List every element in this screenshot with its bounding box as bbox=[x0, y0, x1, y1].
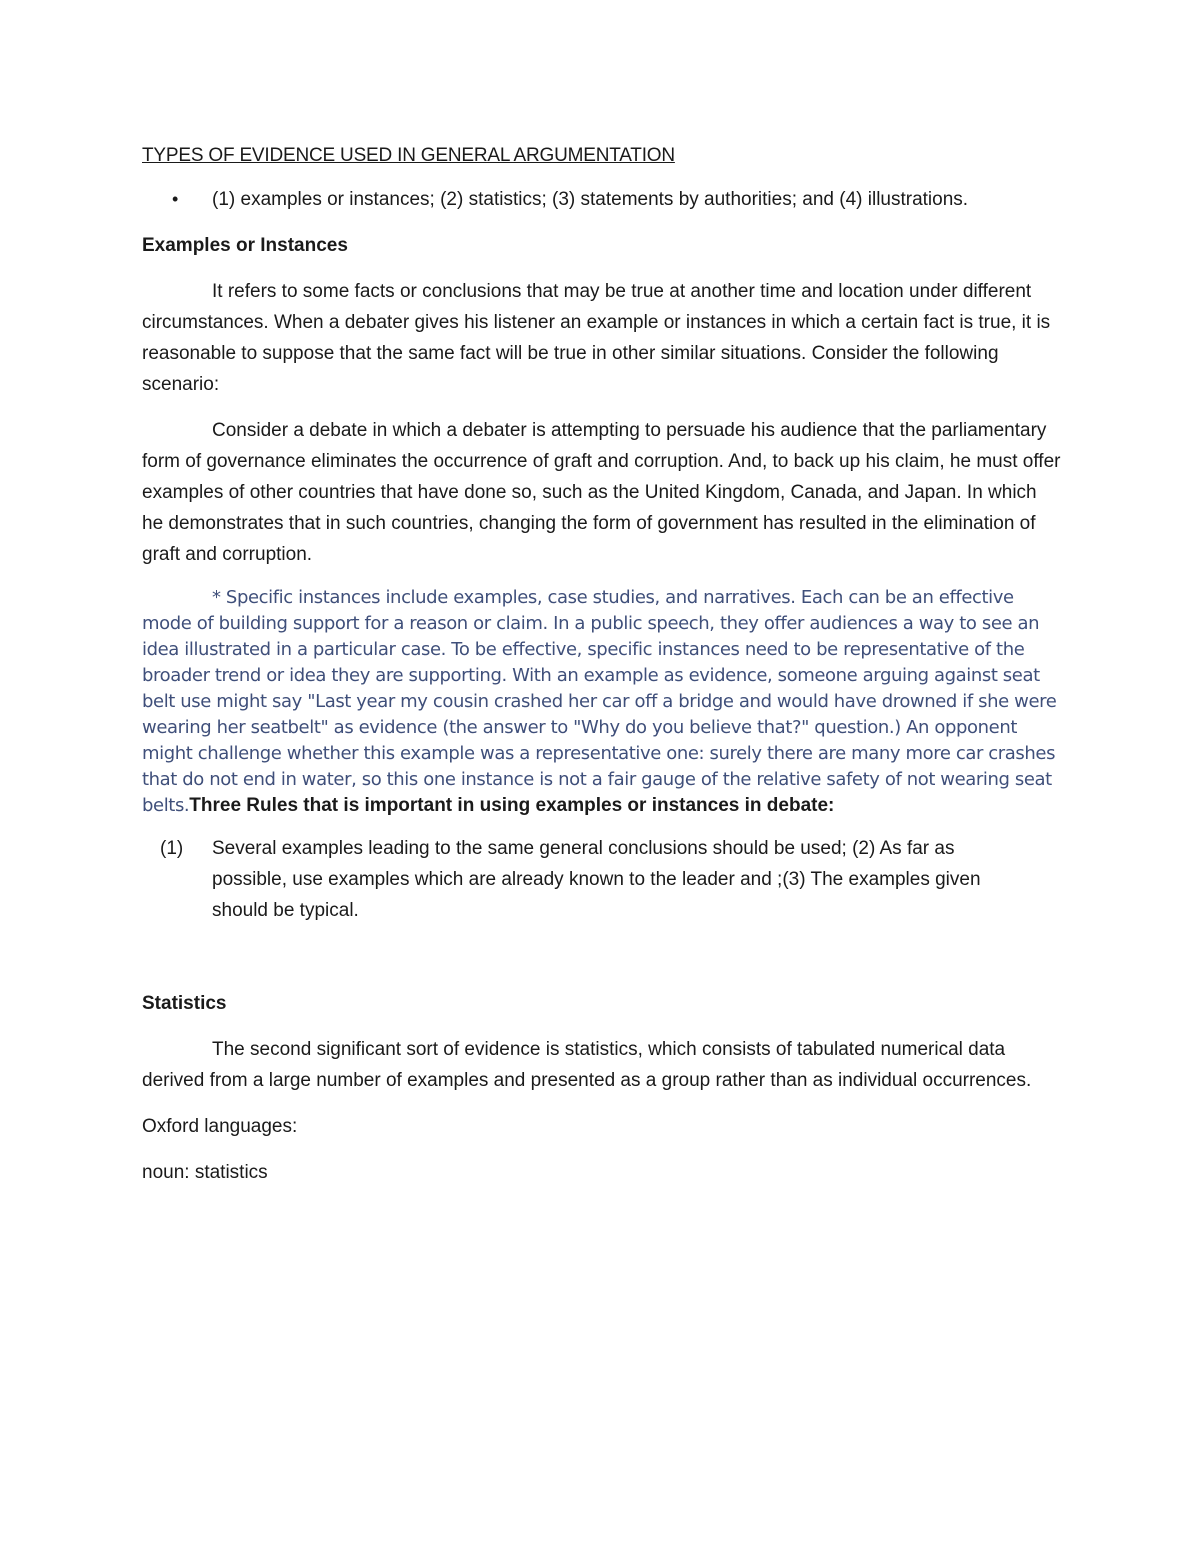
statistics-paragraph: The second significant sort of evidence is statistics, which consists of tabulated numerical data derived from a large number of examples and presented as a group rather than as individual occurrences. bbox=[142, 1039, 1032, 1091]
statistics-definition-line: noun: statistics bbox=[142, 1162, 268, 1183]
examples-paragraph-2: Consider a debate in which a debater is attempting to persuade his audience that the parliamentary form of governance eliminates the occurrence of graft and corruption. And, to back up his claim, he must offer examples of other countries that have done so, such as the United Kingdom, Canada, and Japan. In which he demonstrates that in such countries, changing the form of government has resulted in the elimination of graft and corruption. bbox=[142, 420, 1061, 565]
note-text: * Specific instances include examples, case studies, and narratives. Each can be an effective mode of building support for a reason or claim. In a public speech, they offer audiences a way to see an idea illustrated in a particular case. To be effective, specific instances need to be representative of the broader trend or idea they are supporting. With an example as evidence, someone arguing against seat belt use might say "Last year my cousin crashed her car off a bridge and would have drowned if she were wearing her seatbelt" as evidence (the answer to "Why do you believe that?" question.) An opponent might challenge whether this example was a representative one: surely there are many more car crashes that do not end in water, so this one instance is not a fair gauge of the relative safety of not wearing seat belts. bbox=[142, 587, 1057, 816]
examples-heading: Examples or Instances bbox=[142, 235, 348, 256]
document-title: TYPES OF EVIDENCE USED IN GENERAL ARGUMENTATION bbox=[142, 145, 675, 166]
statistics-heading: Statistics bbox=[142, 993, 227, 1014]
bullet-list-item bbox=[142, 184, 1062, 215]
examples-paragraph-1: It refers to some facts or conclusions that may be true at another time and location under different circumstances. When a debater gives his listener an example or instances in which a certain fact is true, it is reasonable to suppose that the same fact will be true in other similar situations. Consider the following scenario: bbox=[142, 281, 1051, 395]
oxford-languages-label: Oxford languages: bbox=[142, 1116, 298, 1137]
evidence-types-list: (1) examples or instances; (2) statistics; (3) statements by authorities; and (4) illustrations. bbox=[212, 189, 969, 210]
bullet-icon: • bbox=[172, 189, 179, 209]
three-rules-intro: Three Rules that is important in using examples or instances in debate: bbox=[189, 795, 835, 816]
rules-list-item bbox=[142, 833, 1062, 926]
document-content bbox=[142, 140, 1062, 1203]
rules-text: Several examples leading to the same general conclusions should be used; (2) As far as possible, use examples which are already known to the leader and ;(3) The examples given should be typical. bbox=[212, 838, 981, 921]
specific-instances-note bbox=[142, 585, 1062, 819]
rule-number: (1) bbox=[160, 838, 184, 859]
section-spacer bbox=[142, 926, 1062, 988]
